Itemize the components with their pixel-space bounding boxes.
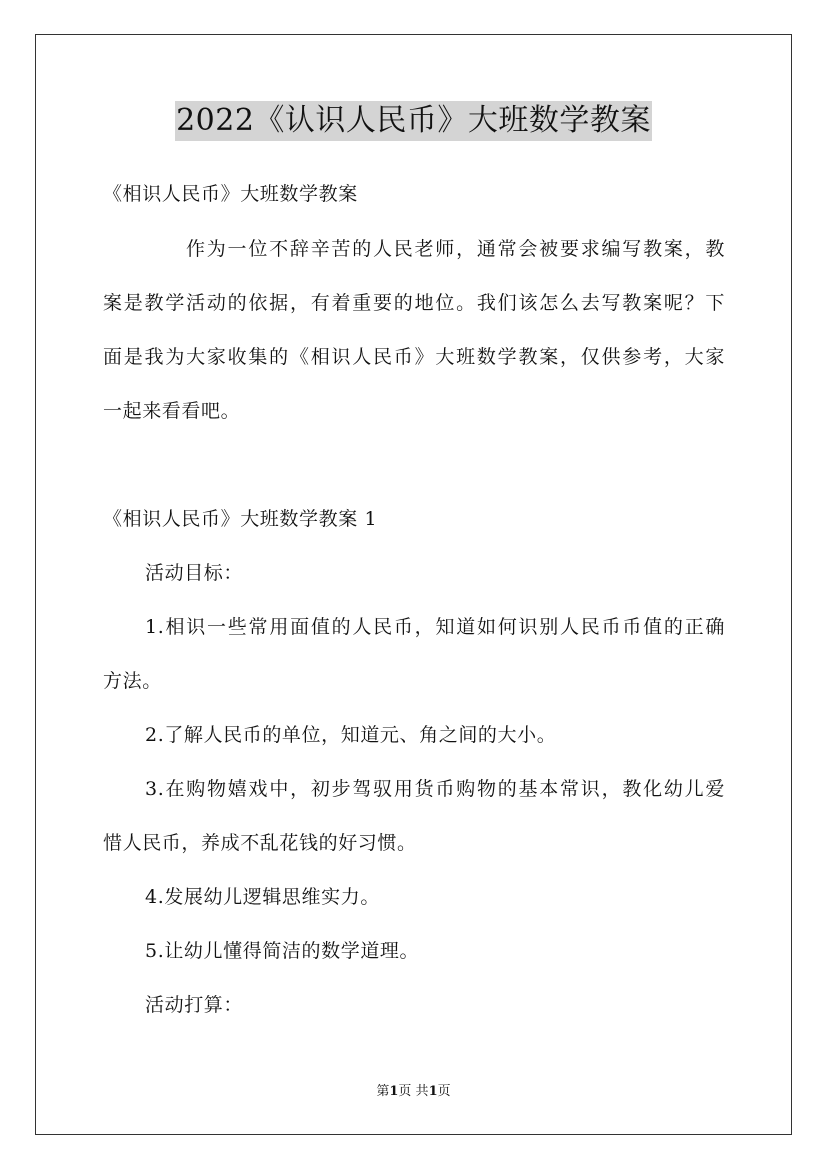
goal-3-line-2: 惜人民币，养成不乱花钱的好习惯。: [103, 832, 417, 854]
section-title: 《相识人民币》大班数学教案 1: [103, 508, 378, 530]
goal-5: 5.让幼儿懂得简洁的数学道理。: [145, 940, 420, 962]
document-subtitle: 《相识人民币》大班数学教案: [103, 183, 358, 205]
document-title: [0, 101, 827, 141]
footer-page-suffix: 页: [437, 1084, 451, 1099]
goal-4: 4.发展幼儿逻辑思维实力。: [145, 886, 380, 908]
plan-heading: 活动打算：: [145, 994, 244, 1016]
intro-line-2: 案是教学活动的依据，有着重要的地位。我们该怎么去写教案呢？下: [103, 292, 725, 314]
footer-page-current: 1: [389, 1084, 399, 1099]
goals-heading: 活动目标：: [145, 562, 244, 584]
footer-page-mid: 页 共: [398, 1084, 429, 1099]
page-footer: [0, 1083, 827, 1101]
intro-line-1: 作为一位不辞辛苦的人民老师，通常会被要求编写教案，教: [186, 238, 725, 260]
goal-1-line-1: 1.相识一些常用面值的人民币，知道如何识别人民币币值的正确: [145, 616, 725, 638]
intro-line-4: 一起来看看吧。: [103, 400, 241, 422]
goal-1-line-2: 方法。: [103, 670, 162, 692]
intro-line-3: 面是我为大家收集的《相识人民币》大班数学教案，仅供参考，大家: [103, 346, 725, 368]
footer-page-prefix: 第: [376, 1084, 390, 1099]
footer-page-total: 1: [428, 1084, 438, 1099]
goal-3-line-1: 3.在购物嬉戏中，初步驾驭用货币购物的基本常识，教化幼儿爱: [145, 778, 725, 800]
goal-2: 2.了解人民币的单位，知道元、角之间的大小。: [145, 724, 557, 746]
document-title-text: 2022《认识人民币》大班数学教案: [175, 101, 652, 141]
